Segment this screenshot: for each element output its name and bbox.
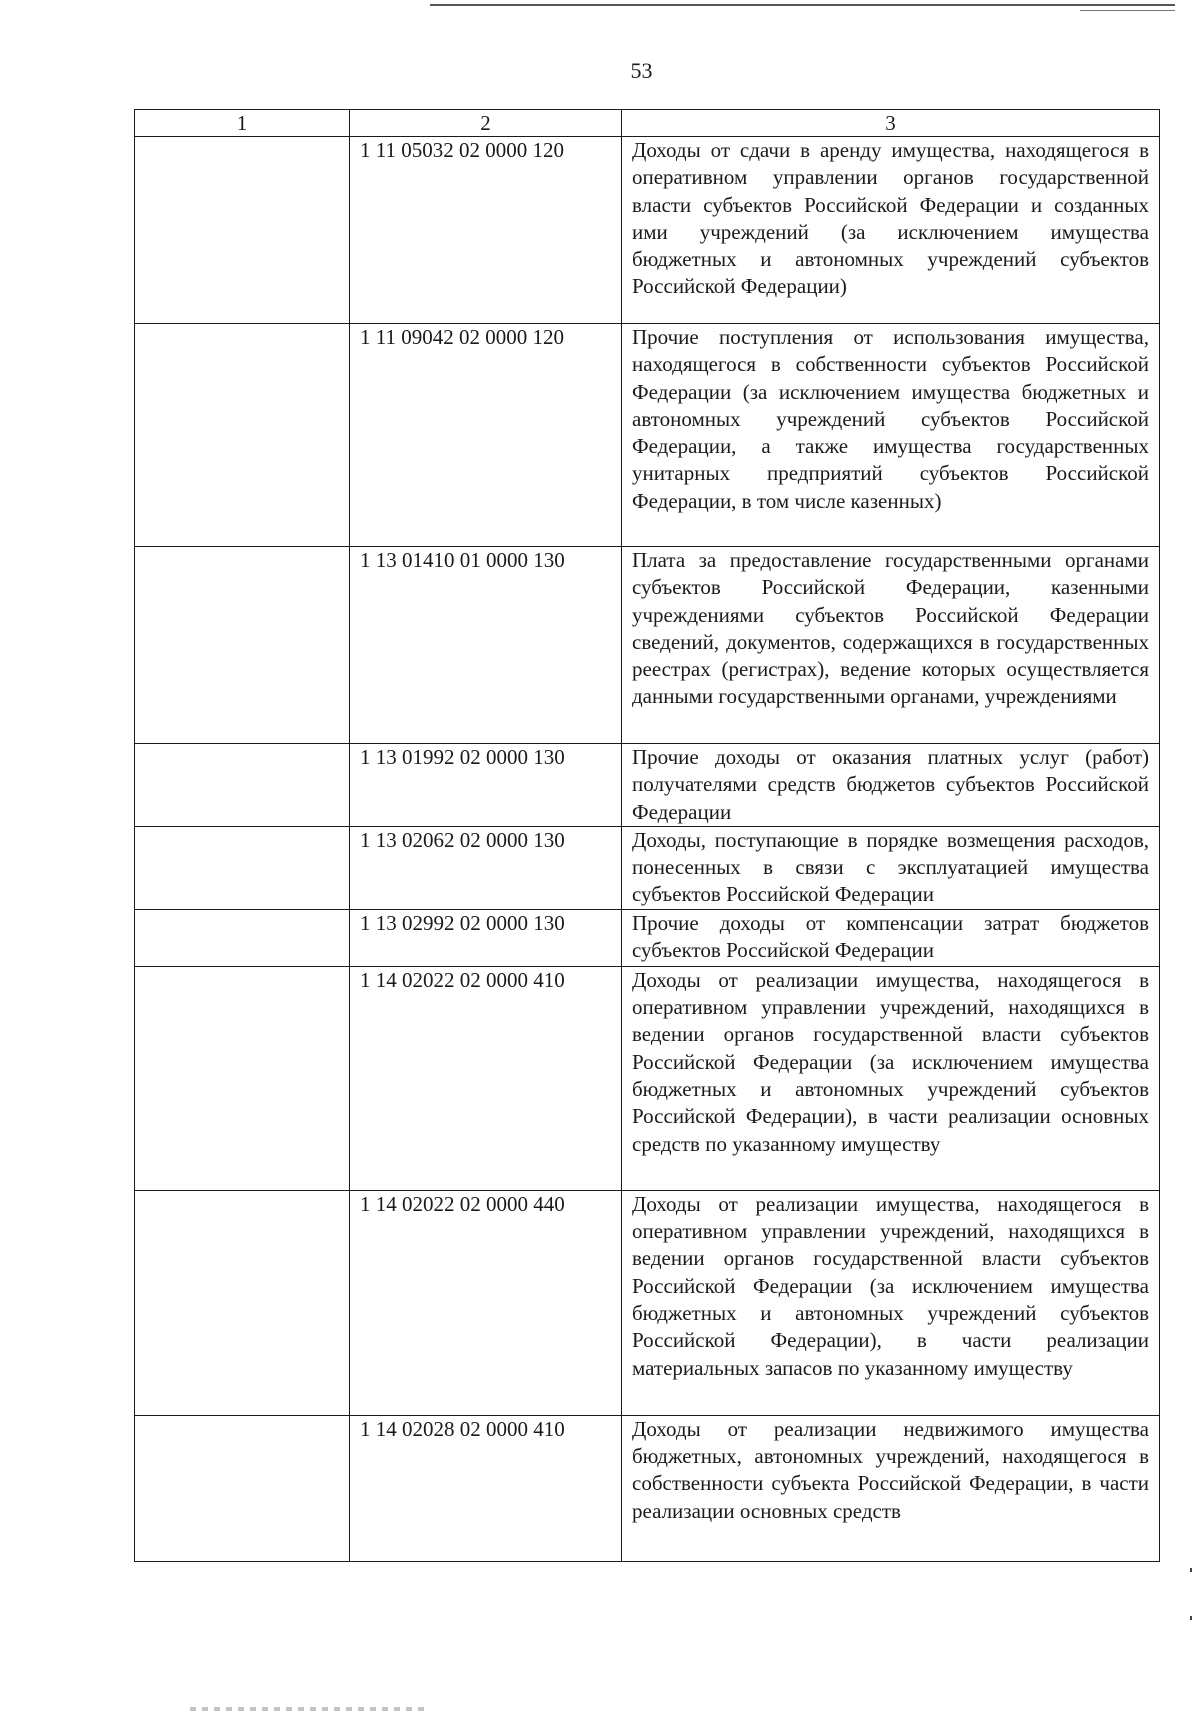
table-row [135,1415,1160,1561]
revenue-code-cell: 1 11 05032 02 0000 120 [350,137,622,324]
revenue-code-cell: 1 13 01410 01 0000 130 [350,547,622,744]
table-row [135,909,1160,966]
scan-bottom-smudge [190,1707,430,1711]
table-cell-col1 [135,137,350,324]
table-row [135,966,1160,1190]
table-row [135,547,1160,744]
page-number: 53 [630,58,653,83]
revenue-code-cell: 1 13 02062 02 0000 130 [350,826,622,909]
scan-top-rule [430,4,1175,6]
revenue-description-cell: Прочие поступления от использования имущества, находящегося в собственности субъектов Российской Федерации (за исключением имущества бюджетных и автономных учреждений субъектов Российской Федерации, а также имущества государственных унитарных предприятий субъектов Российской Федерации, в том числе казенных) [622,324,1160,547]
column-header-1: 1 [135,110,350,137]
table-cell-col1 [135,547,350,744]
column-header-3: 3 [622,110,1160,137]
revenue-description-cell: Доходы от реализации имущества, находящегося в оперативном управлении учреждений, находящихся в ведении органов государственной власти субъектов Российской Федерации (за исключением имущества бюджетных и автономных учреждений субъектов Российской Федерации), в части реализации основных средств по указанному имуществу [622,966,1160,1190]
scan-edge-mark [1190,1568,1192,1572]
table-header-row [135,110,1160,137]
table-cell-col1 [135,744,350,827]
revenue-description-cell: Плата за предоставление государственными органами субъектов Российской Федерации, казенными учреждениями субъектов Российской Федерации сведений, документов, содержащихся в государственных реестрах (регистрах), ведение которых осуществляется данными государственными органами, учреждениями [622,547,1160,744]
revenue-codes-table [134,109,1160,1562]
revenue-code-cell: 1 14 02022 02 0000 410 [350,966,622,1190]
table-cell-col1 [135,1190,350,1415]
revenue-description-cell: Прочие доходы от оказания платных услуг (работ) получателями средств бюджетов субъектов Российской Федерации [622,744,1160,827]
revenue-code-cell: 1 13 01992 02 0000 130 [350,744,622,827]
revenue-description-cell: Прочие доходы от компенсации затрат бюджетов субъектов Российской Федерации [622,909,1160,966]
scan-edge-mark [1190,1616,1192,1620]
revenue-code-cell: 1 14 02028 02 0000 410 [350,1415,622,1561]
table-cell-col1 [135,324,350,547]
revenue-description-cell: Доходы, поступающие в порядке возмещения расходов, понесенных в связи с эксплуатацией имущества субъектов Российской Федерации [622,826,1160,909]
revenue-description-cell: Доходы от реализации имущества, находящегося в оперативном управлении учреждений, находящихся в ведении органов государственной власти субъектов Российской Федерации (за исключением имущества бюджетных и автономных учреждений субъектов Российской Федерации), в части реализации материальных запасов по указанному имуществу [622,1190,1160,1415]
revenue-code-cell: 1 11 09042 02 0000 120 [350,324,622,547]
table-row [135,324,1160,547]
table-cell-col1 [135,1415,350,1561]
table-cell-col1 [135,909,350,966]
revenue-code-cell: 1 14 02022 02 0000 440 [350,1190,622,1415]
table-row [135,1190,1160,1415]
table-cell-col1 [135,826,350,909]
revenue-description-cell: Доходы от сдачи в аренду имущества, находящегося в оперативном управлении органов государственной власти субъектов Российской Федерации и созданных ими учреждений (за исключением имущества бюджетных и автономных учреждений субъектов Российской Федерации) [622,137,1160,324]
table-row [135,826,1160,909]
revenue-code-cell: 1 13 02992 02 0000 130 [350,909,622,966]
table-row [135,137,1160,324]
table-cell-col1 [135,966,350,1190]
column-header-2: 2 [350,110,622,137]
scan-top-rule-secondary [1080,10,1175,11]
revenue-description-cell: Доходы от реализации недвижимого имущества бюджетных, автономных учреждений, находящегося в собственности субъекта Российской Федерации, в части реализации основных средств [622,1415,1160,1561]
table-row [135,744,1160,827]
